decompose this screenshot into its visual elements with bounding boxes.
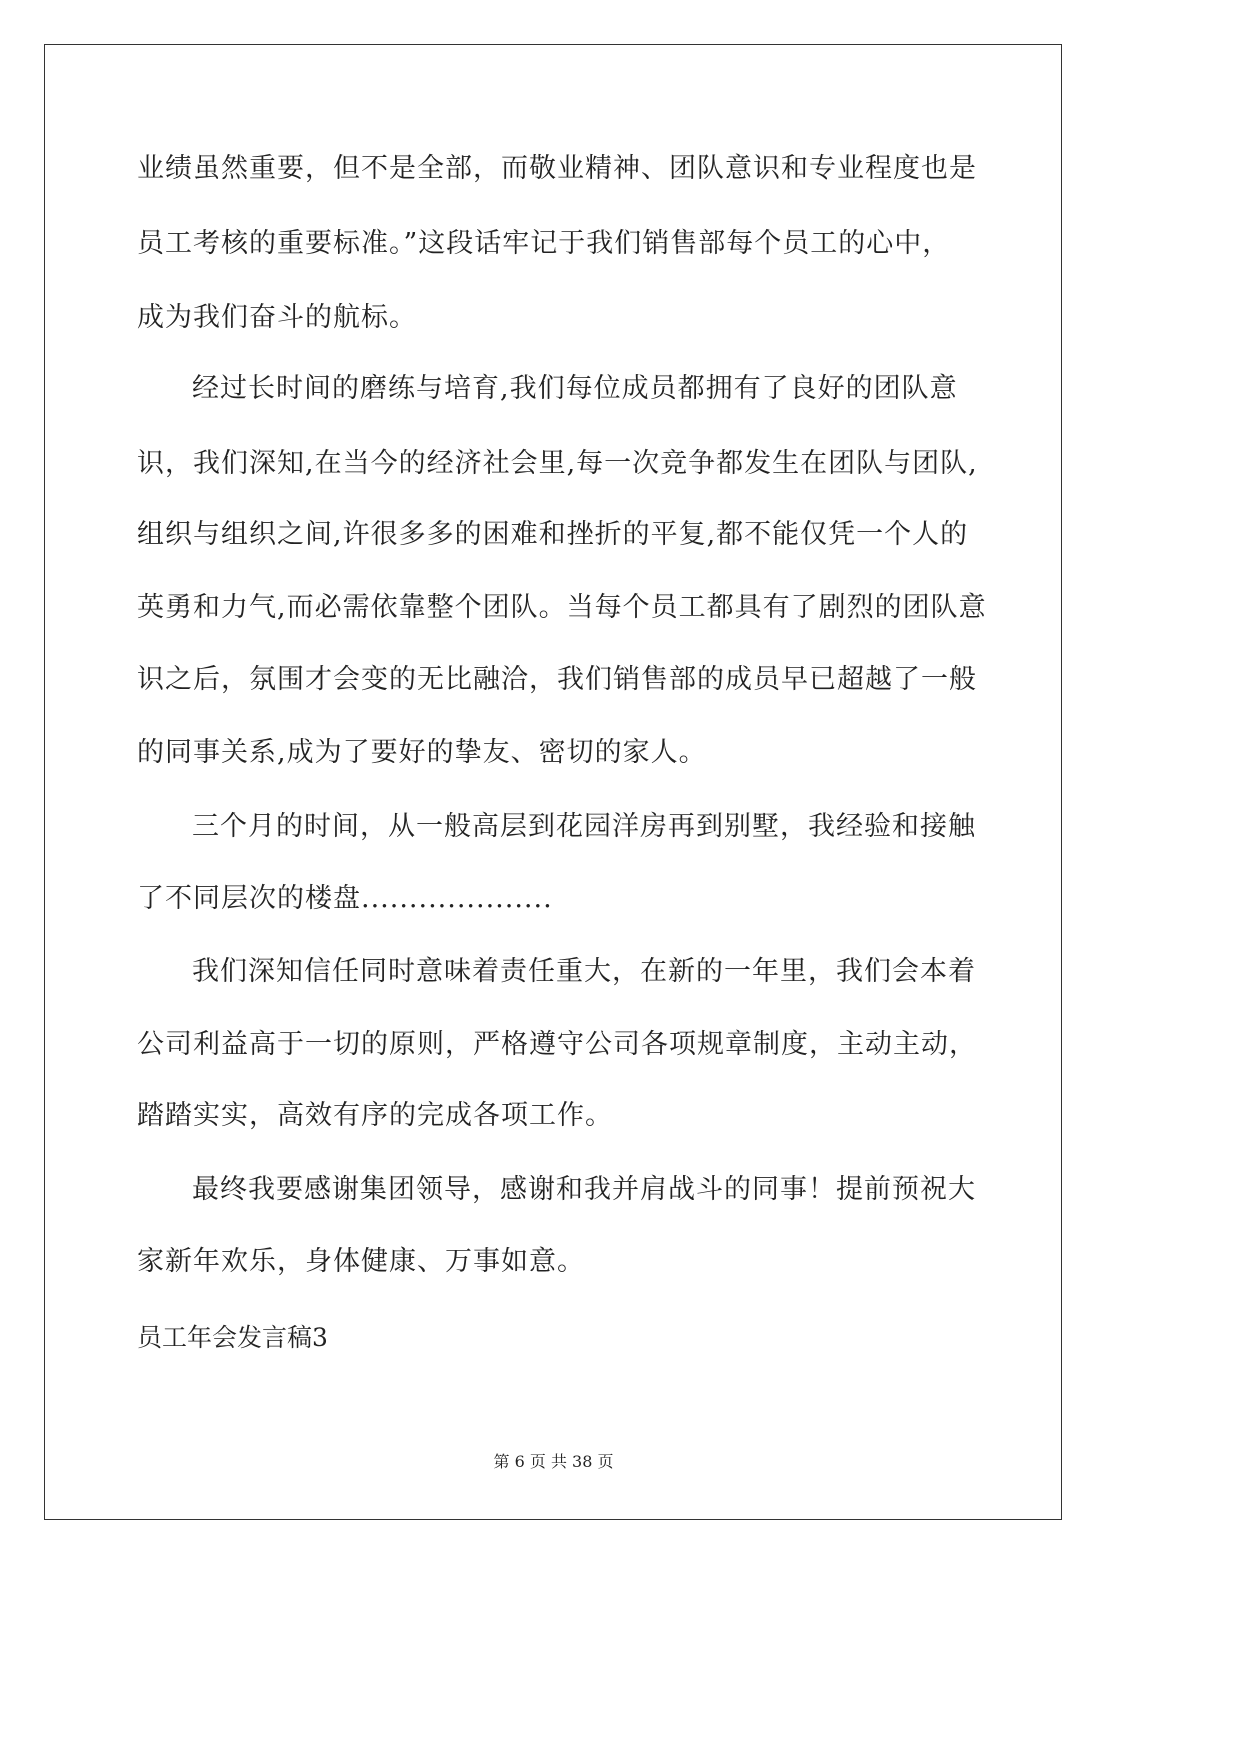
paragraph-2-line-2: 识，我们深知,在当今的经济社会里,每一次竞争都发生在团队与团队,: [137, 448, 978, 479]
paragraph-5-line-1: 最终我要感谢集团领导，感谢和我并肩战斗的同事！提前预祝大: [192, 1174, 976, 1205]
paragraph-2-line-5: 识之后，氛围才会变的无比融洽，我们销售部的成员早已超越了一般: [137, 664, 977, 695]
paragraph-4-line-3: 踏踏实实，高效有序的完成各项工作。: [137, 1100, 613, 1131]
page-footer: 第 6 页 共 38 页: [493, 1452, 614, 1471]
paragraph-4-line-1: 我们深知信任同时意味着责任重大，在新的一年里，我们会本着: [192, 956, 976, 987]
paragraph-5-line-2: 家新年欢乐，身体健康、万事如意。: [137, 1246, 585, 1277]
paragraph-3-line-2: 了不同层次的楼盘....................: [137, 883, 553, 914]
paragraph-1-line-1: 业绩虽然重要，但不是全部，而敬业精神、团队意识和专业程度也是: [137, 153, 977, 184]
section-heading: 员工年会发言稿3: [137, 1323, 328, 1352]
paragraph-3-line-1: 三个月的时间，从一般高层到花园洋房再到别墅，我经验和接触: [192, 811, 976, 842]
paragraph-2-line-3: 组织与组织之间,许很多多的困难和挫折的平复,都不能仅凭一个人的: [137, 519, 969, 550]
paragraph-2-line-6: 的同事关系,成为了要好的挚友、密切的家人。: [137, 737, 707, 768]
paragraph-4-line-2: 公司利益高于一切的原则，严格遵守公司各项规章制度，主动主动，: [137, 1029, 977, 1060]
page-border: [44, 44, 1062, 1520]
paragraph-1-line-3: 成为我们奋斗的航标。: [137, 302, 417, 333]
paragraph-2-line-1: 经过长时间的磨练与培育,我们每位成员都拥有了良好的团队意: [192, 373, 958, 404]
paragraph-1-line-2: 员工考核的重要标准。”这段话牢记于我们销售部每个员工的心中，: [137, 228, 951, 259]
paragraph-2-line-4: 英勇和力气,而必需依靠整个团队。当每个员工都具有了剧烈的团队意: [137, 592, 987, 623]
